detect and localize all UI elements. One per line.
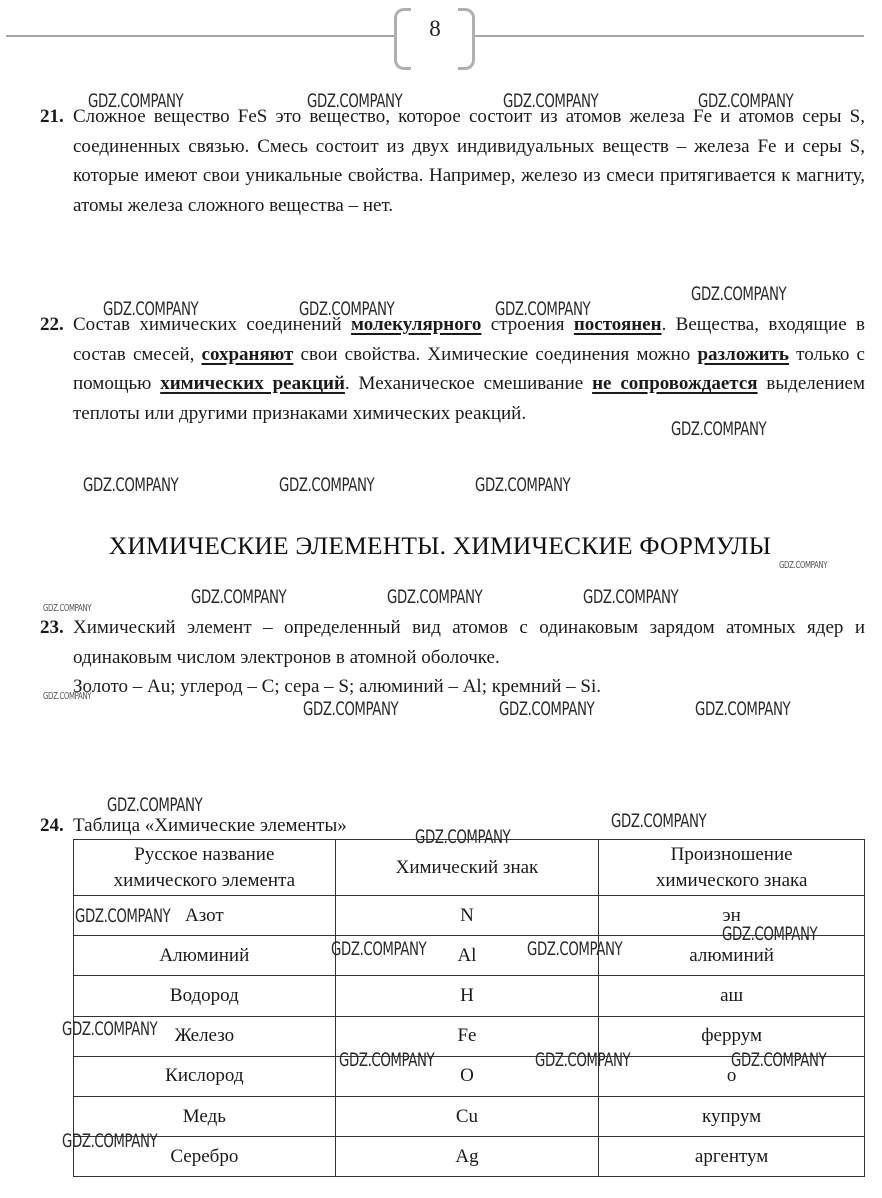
watermark: GDZ.COMPANY xyxy=(62,1018,158,1040)
cell-pronunciation: аргентум xyxy=(599,1137,865,1177)
watermark: GDZ.COMPANY xyxy=(611,810,707,832)
watermark: GDZ.COMPANY xyxy=(503,90,599,112)
cell-element-name: Медь xyxy=(74,1096,336,1136)
exercise-22 xyxy=(40,310,865,428)
cell-pronunciation: о xyxy=(599,1056,865,1096)
watermark: GDZ.COMPANY xyxy=(583,586,679,608)
table-row xyxy=(74,1137,865,1177)
answer-keyword: не сопровождается xyxy=(592,373,758,394)
watermark: GDZ.COMPANY xyxy=(695,698,791,720)
cell-element-name: Серебро xyxy=(74,1137,336,1177)
watermark: GDZ.COMPANY xyxy=(339,1049,435,1071)
cell-element-name: Водород xyxy=(74,976,336,1016)
watermark: GDZ.COMPANY xyxy=(415,826,511,848)
cell-element-symbol: Cu xyxy=(335,1096,599,1136)
exercise-23 xyxy=(40,613,865,702)
elements-table xyxy=(73,839,865,1177)
text-run: свои свойства. Химические соединения можно xyxy=(293,343,698,365)
cell-element-name: Кислород xyxy=(74,1056,336,1096)
watermark: GDZ.COMPANY xyxy=(495,298,591,320)
cell-element-symbol: H xyxy=(335,976,599,1016)
text-run: строения xyxy=(481,314,574,335)
column-header-pronunciation: Произношение химического знака xyxy=(599,840,865,896)
answer-keyword: разложить xyxy=(697,343,789,365)
exercise-text: Сложное вещество FeS это вещество, которое состоит из атомов железа Fe и атомов серы S, соединенных связью. Смесь состоит из двух индивидуальных веществ – железа Fe и серы S, которые имеют свои уникальные свойства. Например, железо из смеси притягивается к магниту, атомы железа сложного вещества – нет. xyxy=(73,106,865,216)
watermark: GDZ.COMPANY xyxy=(331,938,427,960)
watermark: GDZ.COMPANY xyxy=(671,418,767,440)
table-caption: Таблица «Химические элементы» xyxy=(73,815,347,836)
column-header-symbol: Химический знак xyxy=(335,840,599,896)
watermark: GDZ.COMPANY xyxy=(83,474,179,496)
watermark: GDZ.COMPANY xyxy=(779,560,828,571)
cell-element-name: Алюминий xyxy=(74,936,336,976)
table-row xyxy=(74,1016,865,1056)
answer-keyword: сохраняют xyxy=(201,343,294,365)
answer-keyword: химических реакций xyxy=(160,373,345,394)
table-header-row xyxy=(74,840,865,896)
exercise-number: 23. xyxy=(40,617,64,638)
watermark: GDZ.COMPANY xyxy=(527,938,623,960)
watermark: GDZ.COMPANY xyxy=(722,923,818,945)
section-title: ХИМИЧЕСКИЕ ЭЛЕМЕНТЫ. ХИМИЧЕСКИЕ ФОРМУЛЫ xyxy=(108,531,772,560)
page-number-bracket-right xyxy=(458,8,475,70)
text-run: Состав химических соединений xyxy=(73,314,352,335)
header-rule-left xyxy=(6,35,396,37)
watermark: GDZ.COMPANY xyxy=(535,1049,631,1071)
page-number-bracket-left xyxy=(394,8,411,70)
header-rule-right xyxy=(474,35,864,37)
exercise-number: 22. xyxy=(40,314,64,335)
watermark: GDZ.COMPANY xyxy=(698,90,794,112)
exercise-text xyxy=(73,310,865,428)
exercise-24 xyxy=(40,811,865,841)
watermark: GDZ.COMPANY xyxy=(499,698,595,720)
watermark: GDZ.COMPANY xyxy=(62,1130,158,1152)
text-run: выделением теплоты или другими признаками химических реакций. xyxy=(73,373,865,424)
watermark: GDZ.COMPANY xyxy=(43,603,92,614)
cell-element-symbol: Fe xyxy=(335,1016,599,1056)
watermark: GDZ.COMPANY xyxy=(731,1049,827,1071)
page-number: 8 xyxy=(429,16,441,41)
cell-pronunciation: купрум xyxy=(599,1096,865,1136)
watermark: GDZ.COMPANY xyxy=(107,794,203,816)
cell-element-symbol: Ag xyxy=(335,1137,599,1177)
table-row xyxy=(74,1056,865,1096)
watermark: GDZ.COMPANY xyxy=(307,90,403,112)
watermark: GDZ.COMPANY xyxy=(75,905,171,927)
exercise-text: Химический элемент – определенный вид атомов с одинаковым зарядом атомных ядер и одинаковым числом электронов в атомной оболочке. xyxy=(73,617,865,668)
exercise-number: 21. xyxy=(40,106,64,127)
exercise-text-examples: Золото – Au; углерод – C; сера – S; алюминий – Al; кремний – Si. xyxy=(73,676,602,697)
cell-pronunciation: аш xyxy=(599,976,865,1016)
text-run: . Механическое смешивание xyxy=(344,373,593,394)
watermark: GDZ.COMPANY xyxy=(303,698,399,720)
exercise-21 xyxy=(40,102,865,220)
watermark: GDZ.COMPANY xyxy=(279,474,375,496)
watermark: GDZ.COMPANY xyxy=(88,90,184,112)
exercise-number: 24. xyxy=(40,815,64,836)
cell-element-symbol: N xyxy=(335,896,599,936)
cell-pronunciation: феррум xyxy=(599,1016,865,1056)
cell-element-name: Азот xyxy=(74,896,336,936)
watermark: GDZ.COMPANY xyxy=(387,586,483,608)
watermark: GDZ.COMPANY xyxy=(103,298,199,320)
table-row xyxy=(74,896,865,936)
table-row xyxy=(74,976,865,1016)
answer-keyword: постоянен xyxy=(573,314,662,335)
watermark: GDZ.COMPANY xyxy=(691,283,787,305)
cell-element-name: Железо xyxy=(74,1016,336,1056)
column-header-name: Русское название химического элемента xyxy=(74,840,336,896)
watermark: GDZ.COMPANY xyxy=(299,298,395,320)
watermark: GDZ.COMPANY xyxy=(43,691,92,702)
text-run: . Вещества, входящие в состав смесей, xyxy=(73,314,865,365)
text-run: только с помощью xyxy=(73,343,865,394)
watermark: GDZ.COMPANY xyxy=(191,586,287,608)
table-row xyxy=(74,1096,865,1136)
table-row xyxy=(74,936,865,976)
cell-pronunciation: алюминий xyxy=(599,936,865,976)
watermark: GDZ.COMPANY xyxy=(475,474,571,496)
cell-element-symbol: O xyxy=(335,1056,599,1096)
cell-pronunciation: эн xyxy=(599,896,865,936)
answer-keyword: молекулярного xyxy=(351,314,482,335)
cell-element-symbol: Al xyxy=(335,936,599,976)
